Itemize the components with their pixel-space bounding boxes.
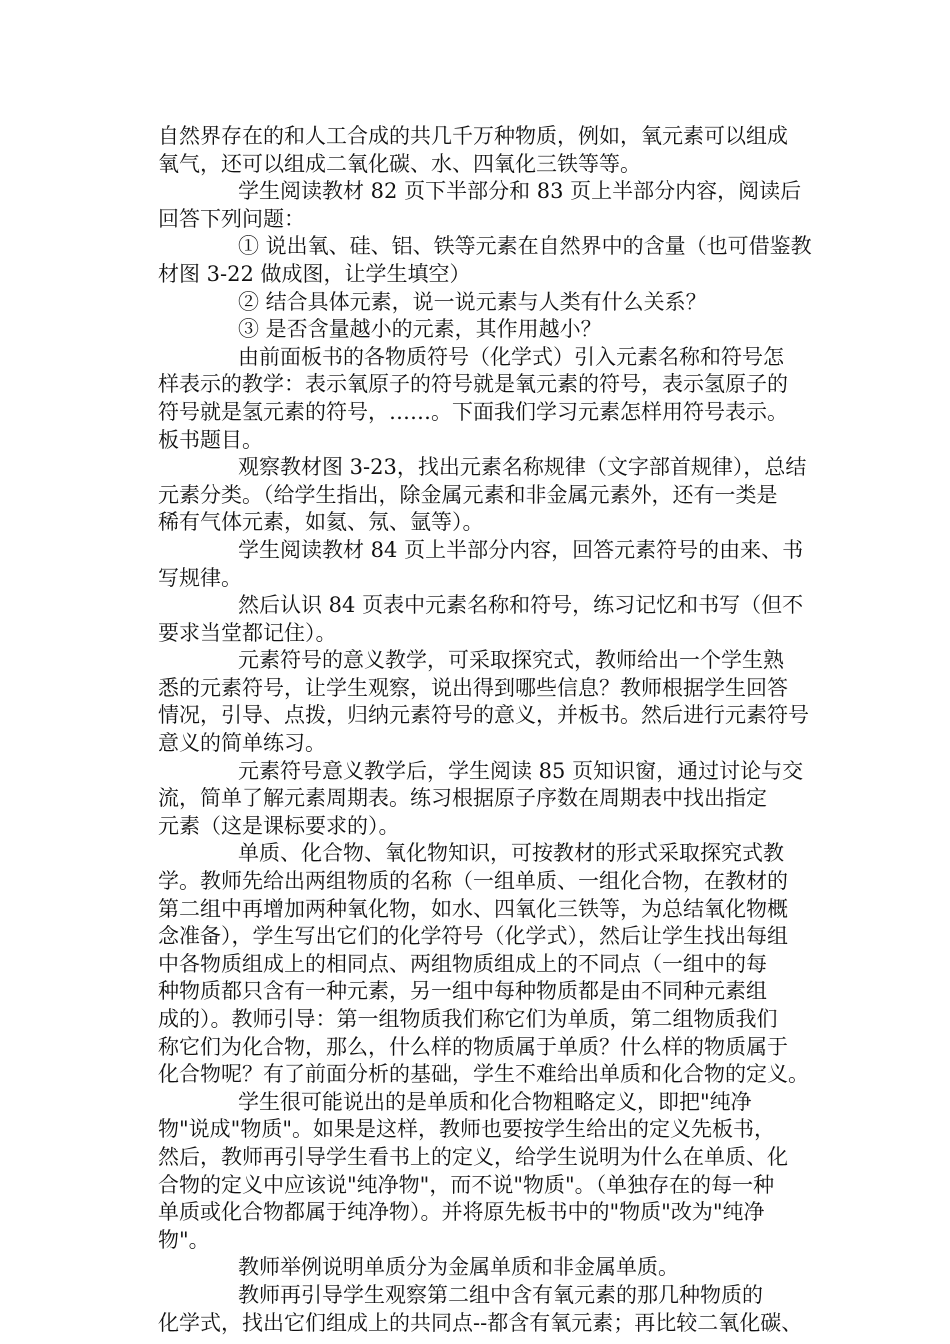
text-line: 板书题目。 xyxy=(158,427,263,452)
text-line: 念准备），学生写出它们的化学符号（化学式），然后让学生找出每组 xyxy=(158,924,788,949)
text-line: 成的）。教师引导：第一组物质我们称它们为单质，第二组物质我们 xyxy=(158,1007,778,1031)
text-line: 稀有气体元素，如氦、氖、氩等）。 xyxy=(158,510,484,535)
text-line: 化学式，找出它们组成上的共同点--都含有氧元素；再比较二氧化碳、 xyxy=(158,1310,803,1335)
text-line: 要求当堂都记住）。 xyxy=(158,620,337,645)
text-line: 种物质都只含有一种元素，另一组中每种物质都是由不同种元素组 xyxy=(158,979,767,1004)
text-line: 中各物质组成上的相同点、两组物质组成上的不同点（一组中的每 xyxy=(158,951,767,976)
text-line: 元素符号意义教学后，学生阅读 85 页知识窗，通过讨论与交 xyxy=(238,758,804,783)
text-line: 教师举例说明单质分为金属单质和非金属单质。 xyxy=(238,1255,679,1280)
text-line: 物"说成"物质"。如果是这样，教师也要按学生给出的定义先板书， xyxy=(158,1117,775,1142)
text-line: ② 结合具体元素，说一说元素与人类有什么关系？ xyxy=(238,289,707,314)
text-line: 回答下列问题： xyxy=(158,206,305,231)
text-line: 流，简单了解元素周期表。练习根据原子序数在周期表中找出指定 xyxy=(158,786,767,811)
text-line: 材图 3-22 做成图，让学生填空） xyxy=(158,261,471,286)
text-line: 观察教材图 3-23，找出元素名称规律（文字部首规律），总结 xyxy=(238,455,807,480)
text-line: 学。教师先给出两组物质的名称（一组单质、一组化合物，在教材的 xyxy=(158,869,788,894)
text-line: 自然界存在的和人工合成的共几千万种物质，例如，氧元素可以组成 xyxy=(158,124,788,148)
text-line: 意义的简单练习。 xyxy=(158,731,326,756)
text-line: 化合物呢？有了前面分析的基础，学生不难给出单质和化合物的定义。 xyxy=(158,1062,809,1087)
text-line: 悉的元素符号，让学生观察，说出得到哪些信息？教师根据学生回答 xyxy=(158,675,788,700)
text-line: 写规律。 xyxy=(158,565,242,590)
text-line: 符号就是氢元素的符号，……。下面我们学习元素怎样用符号表示。 xyxy=(158,399,788,424)
text-line: 氧气，还可以组成二氧化碳、水、四氧化三铁等等。 xyxy=(158,151,641,176)
text-line: 然后认识 84 页表中元素名称和符号，练习记忆和书写（但不 xyxy=(238,593,804,618)
text-line: 元素分类。（给学生指出，除金属元素和非金属元素外，还有一类是 xyxy=(158,482,778,507)
text-line: 称它们为化合物，那么，什么样的物质属于单质？什么样的物质属于 xyxy=(158,1034,788,1059)
text-line: 单质或化合物都属于纯净物）。并将原先板书中的"物质"改为"纯净 xyxy=(158,1200,765,1225)
text-line: 由前面板书的各物质符号（化学式）引入元素名称和符号怎 xyxy=(238,344,784,369)
text-line: 合物的定义中应该说"纯净物"，而不说"物质"。（单独存在的每一种 xyxy=(158,1172,775,1197)
text-line: 教师再引导学生观察第二组中含有氧元素的那几种物质的 xyxy=(238,1282,763,1307)
text-line: 然后，教师再引导学生看书上的定义，给学生说明为什么在单质、化 xyxy=(158,1144,788,1169)
text-line: 单质、化合物、氧化物知识，可按教材的形式采取探究式教 xyxy=(238,841,784,866)
text-line: 样表示的教学：表示氧原子的符号就是氧元素的符号，表示氢原子的 xyxy=(158,372,788,397)
body-text xyxy=(158,123,816,1337)
text-line: 学生阅读教材 82 页下半部分和 83 页上半部分内容，阅读后 xyxy=(238,179,802,204)
text-line: 情况，引导、点拨，归纳元素符号的意义，并板书。然后进行元素符号 xyxy=(158,703,809,728)
text-line: 物"。 xyxy=(158,1227,210,1252)
text-line: 学生阅读教材 84 页上半部分内容，回答元素符号的由来、书 xyxy=(238,537,804,562)
text-line: ① 说出氧、硅、铝、铁等元素在自然界中的含量（也可借鉴教 xyxy=(238,234,812,259)
text-line: 元素符号的意义教学，可采取探究式，教师给出一个学生熟 xyxy=(238,648,784,673)
text-line: ③ 是否含量越小的元素，其作用越小？ xyxy=(238,317,602,342)
text-line: 第二组中再增加两种氧化物，如水、四氧化三铁等，为总结氧化物概 xyxy=(158,896,788,921)
text-line: 元素（这是课标要求的）。 xyxy=(158,813,400,838)
text-line: 学生很可能说出的是单质和化合物粗略定义，即把"纯净 xyxy=(238,1089,752,1114)
